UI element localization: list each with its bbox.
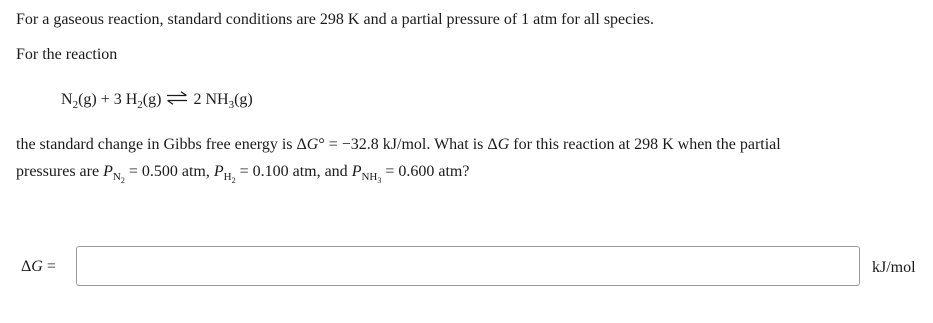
delta-symbol: Δ — [21, 258, 32, 275]
p-n2-sub-label: N — [112, 171, 121, 183]
pressure-symbol-h2: P — [213, 163, 224, 180]
n2-subscript: 2 — [72, 99, 79, 111]
p-nh3-sub-label: NH — [361, 171, 378, 183]
p-h2-sub-label: H — [223, 171, 232, 183]
equilibrium-arrows-icon — [166, 91, 188, 105]
question-line-2 — [16, 162, 470, 185]
product-state: (g) — [234, 91, 253, 108]
intro-text — [16, 10, 654, 30]
p-n2-sub-sub: 2 — [120, 176, 125, 185]
nh3-subscript: 3 — [228, 99, 235, 111]
h2-subscript: 2 — [137, 99, 143, 111]
question-line-1 — [16, 135, 781, 155]
reactant-state-1: (g) + 3 H — [78, 91, 138, 108]
nh3-symbol: 2 NH — [193, 91, 229, 108]
intro-sentence: For a gaseous reaction, standard conditions are 298 K and a partial pressure of 1 atm for all species. — [16, 11, 655, 28]
delta-g-label — [21, 257, 56, 277]
gibbs-symbol: G — [306, 136, 319, 153]
g-symbol: G — [31, 258, 43, 275]
question-text-1b: ° = −32.8 kJ/mol. What is Δ — [318, 136, 498, 153]
n-symbol: N — [61, 91, 73, 108]
p-h2-sub-sub: 2 — [231, 176, 236, 185]
p-n2-subscript — [113, 171, 125, 183]
question-text-1c: for this reaction at 298 K when the partial — [509, 136, 781, 153]
p-n2-value: = 0.500 atm, — [124, 163, 214, 180]
question-text-2a: pressures are — [16, 163, 104, 180]
pressure-symbol-n2: P — [103, 163, 113, 180]
for-reaction-label: For the reaction — [16, 46, 118, 63]
reactant-state-2: (g) — [142, 91, 162, 108]
equals-sign: = — [42, 258, 56, 275]
p-h2-subscript — [224, 171, 236, 183]
for-reaction-text — [16, 45, 117, 65]
question-text-1a: the standard change in Gibbs free energy is Δ — [16, 136, 307, 153]
p-nh3-sub-sub: 3 — [377, 176, 382, 185]
gibbs-symbol-2: G — [497, 136, 510, 153]
reaction-equation — [61, 89, 253, 111]
pressure-symbol-nh3: P — [351, 163, 362, 180]
unit-label: kJ/mol — [872, 259, 916, 276]
p-nh3-value: = 0.600 atm? — [381, 163, 470, 180]
delta-g-answer-input[interactable] — [76, 246, 860, 286]
p-nh3-subscript — [361, 171, 381, 183]
p-h2-value: = 0.100 atm, and — [235, 163, 352, 180]
